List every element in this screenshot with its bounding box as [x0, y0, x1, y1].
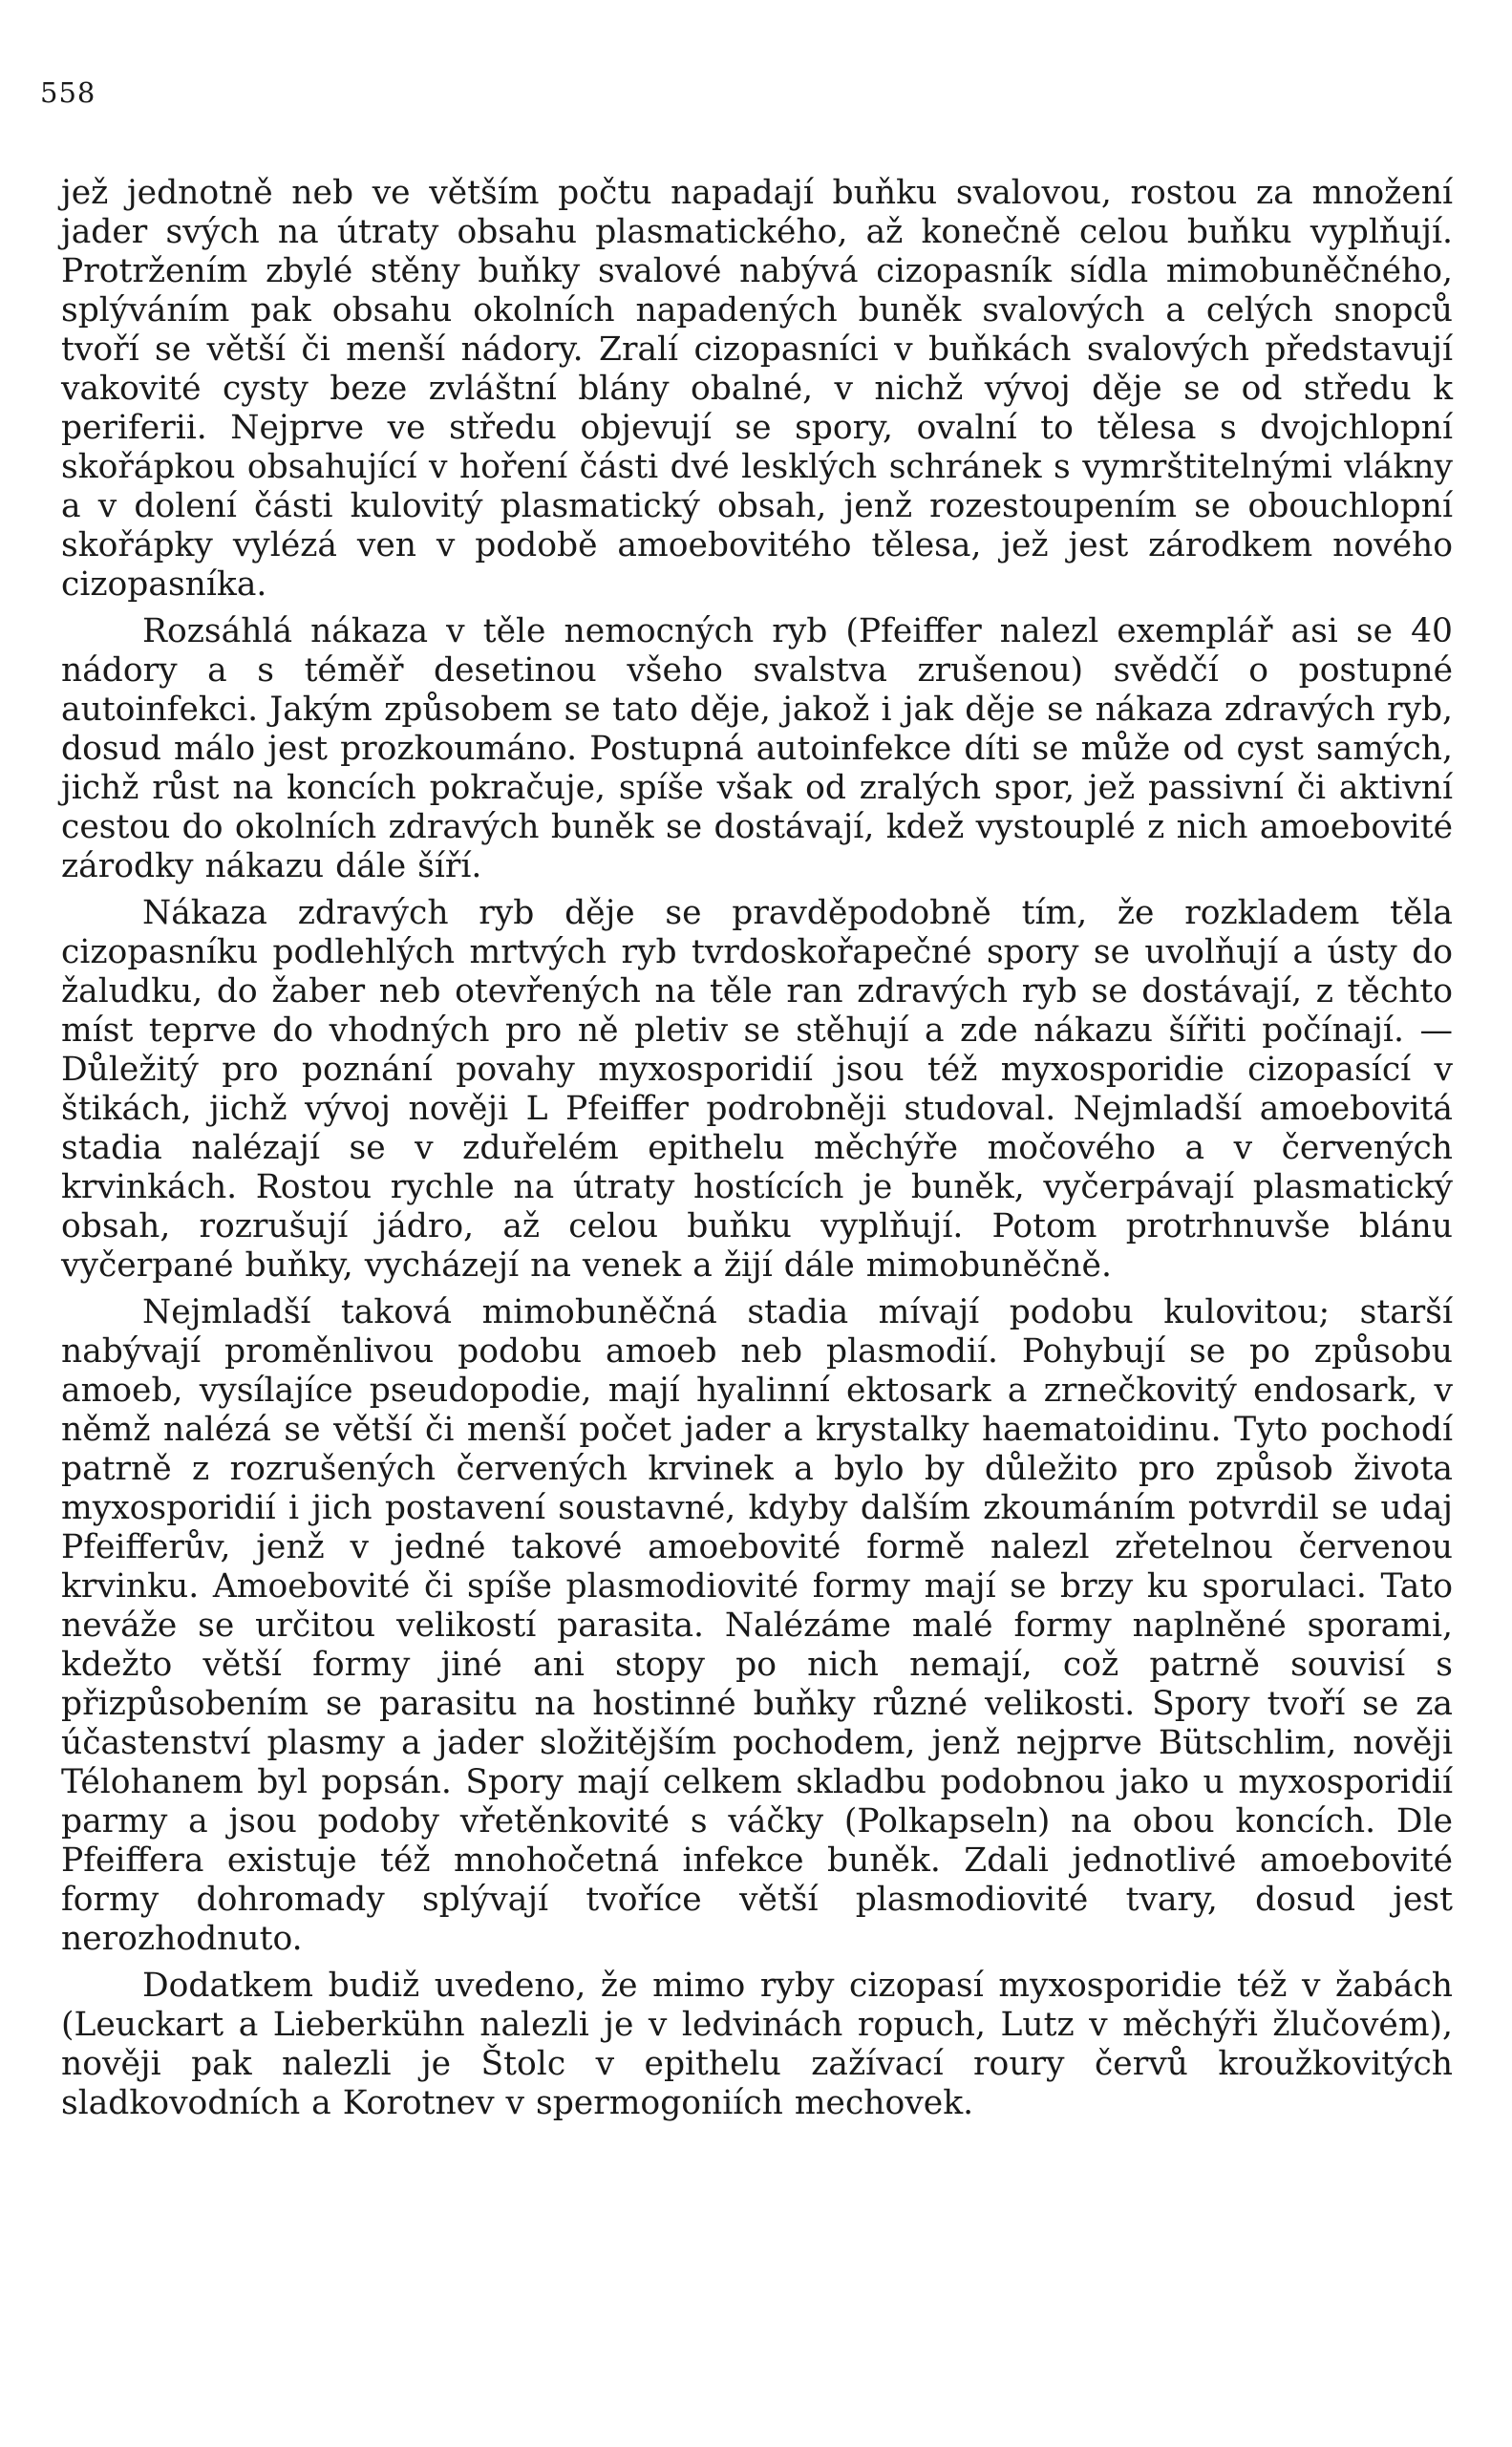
page-number: 558: [40, 76, 96, 109]
body-text: [61, 174, 1453, 2131]
paragraph-2: Rozsáhlá nákaza v těle nemocných ryb (Pfeiffer nalezl exemplář asi se 40 nádory a s téměř desetinou všeho svalstva zrušenou) svědčí o postupné autoinfekci. Jakým způsobem se tato děje, jakož i jak děje se nákaza zdravých ryb, dosud málo jest prozkoumáno. Postupná autoinfekce díti se může od cyst samých, jichž růst na koncích pokračuje, spíše však od zralých spor, jež passivní či aktivní cestou do okolních zdravých buněk se dostávají, kdež vystouplé z nich amoebovité zárodky nákazu dále šíří.: [61, 612, 1453, 885]
paragraph-4: Nejmladší taková mimobuněčná stadia mívají podobu kulovitou; starší nabývají proměnlivou podobu amoeb neb plasmodií. Pohybují se po způsobu amoeb, vysílajíce pseudopodie, mají hyalinní ektosark a zrnečkovitý endosark, v němž nalézá se větší či menší počet jader a krystalky haematoidinu. Tyto pochodí patrně z rozrušených červených krvinek a bylo by důležito pro způsob života myxosporidií i jich postavení soustavné, kdyby dalším zkoumáním potvrdil se udaj Pfeifferův, jenž v jedné takové amoebovité formě nalezl zřetelnou červenou krvinku. Amoebovité či spíše plasmodiovité formy mají se brzy ku sporulaci. Tato neváže se určitou velikostí parasita. Nalézáme malé formy naplněné sporami, kdežto větší formy jiné ani stopy po nich nemají, což patrně souvisí s přizpůsobením se parasitu na hostinné buňky různé velikosti. Spory tvoří se za účastenství plasmy a jader složitějším pochodem, jenž nejprve Bütschlim, nověji Télohanem byl popsán. Spory mají celkem skladbu podobnou jako u myxosporidií parmy a jsou podoby vřetěnkovité s váčky (Polkapseln) na obou koncích. Dle Pfeiffera existuje též mnohočetná infekce buněk. Zdali jednotlivé amoebovité formy dohromady splývají tvoříce větší plasmodiovité tvary, dosud jest nerozhodnuto.: [61, 1293, 1453, 1958]
paragraph-5: Dodatkem budiž uvedeno, že mimo ryby cizopasí myxosporidie též v žabách (Leuckart a Lieberkühn nalezli je v ledvinách ropuch, Lutz v měchýři žlučovém), nověji pak nalezli je Štolc v epithelu zažívací roury červů kroužkovitých sladkovodních a Korotnev v spermogoniích mechovek.: [61, 1967, 1453, 2122]
paragraph-1: jež jednotně neb ve větším počtu napadají buňku svalovou, rostou za množení jader svých na útraty obsahu plasmatického, až konečně celou buňku vyplňují. Protržením zbylé stěny buňky svalové nabývá cizopasník sídla mimobuněčného, splýváním pak obsahu okolních napadených buněk svalových a celých snopců tvoří se větší či menší nádory. Zralí cizopasníci v buňkách svalových představují vakovité cysty beze zvláštní blány obalné, v nichž vývoj děje se od středu k periferii. Nejprve ve středu objevují se spory, ovalní to tělesa s dvojchlopní skořápkou obsahující v hoření části dvé lesklých schránek s vymrštitelnými vlákny a v dolení části kulovitý plasmatický obsah, jenž rozestoupením se obouchlopní skořápky vylézá ven v podobě amoebovitého tělesa, jež jest zárodkem nového cizopasníka.: [61, 174, 1453, 604]
paragraph-3: Nákaza zdravých ryb děje se pravděpodobně tím, že rozkladem těla cizopasníku podlehlých mrtvých ryb tvrdoskořapečné spory se uvolňují a ústy do žaludku, do žaber neb otevřených na těle ran zdravých ryb se dostávají, z těchto míst teprve do vhodných pro ně pletiv se stěhují a zde nákazu šířiti počínají. — Důležitý pro poznání povahy myxosporidií jsou též myxosporidie cizopasící v štikách, jichž vývoj nověji L Pfeiffer podrobněji studoval. Nejmladší amoebovitá stadia nalézají se v zduřelém epithelu měchýře močového a v červených krvinkách. Rostou rychle na útraty hostících je buněk, vyčerpávají plasmatický obsah, rozrušují jádro, až celou buňku vyplňují. Potom protrhnuvše blánu vyčerpané buňky, vycházejí na venek a žijí dále mimobuněčně.: [61, 894, 1453, 1285]
